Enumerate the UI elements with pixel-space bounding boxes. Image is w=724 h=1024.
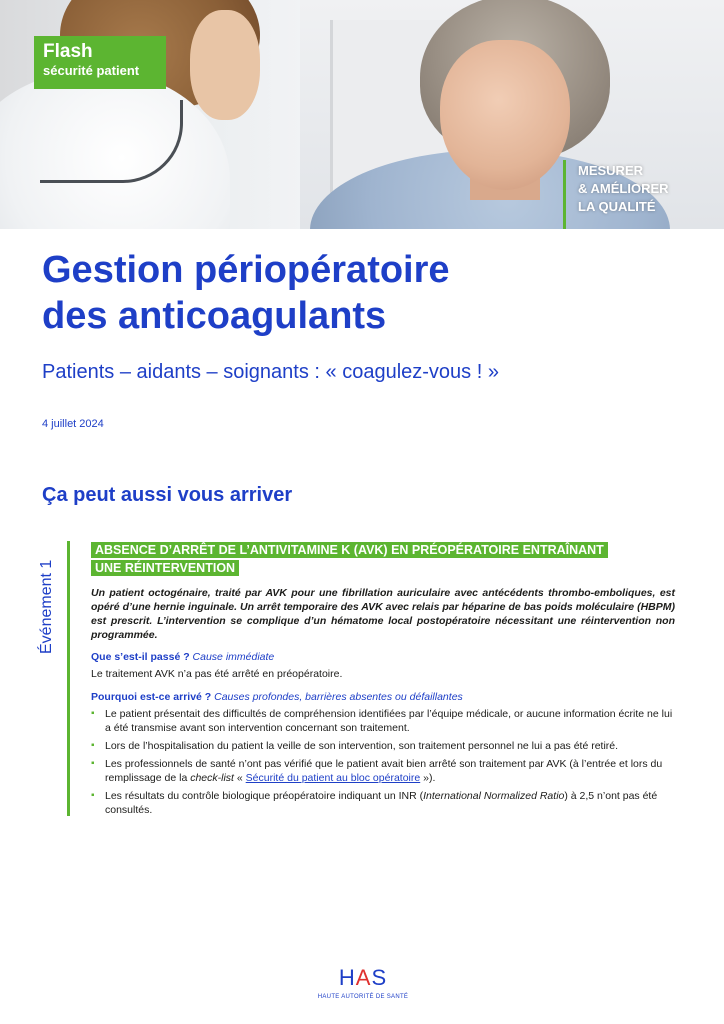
event-heading-text: ABSENCE D’ARRÊT DE L’ANTIVITAMINE K (AVK) EN PRÉOPÉRATOIRE ENTRAÎNANT UNE RÉINTERVENTION [91, 542, 608, 576]
question-2-label: Pourquoi est-ce arrivé ? [91, 691, 212, 703]
has-logo [313, 965, 413, 1000]
bullet-3-text: Les professionnels de santé n’ont pas vérifié que le patient avait bien arrêté son traitement par AVK (à l’entrée et lors du remplissage de la [105, 758, 663, 784]
list-item: ▪ Le patient présentait des difficultés de compréhension identifiées par l’équipe médicale, or aucune information écrite ne lui a été transmise avant son intervention concernant son traitement. [91, 707, 675, 735]
event-heading [91, 541, 631, 577]
badge-line-3: LA QUALITÉ [578, 199, 656, 214]
title-line-1: Gestion périopératoire [42, 249, 450, 291]
question-why [91, 690, 675, 704]
title-line-2: des anticoagulants [42, 295, 387, 337]
logo-letter-h: H [338, 965, 356, 990]
flash-title: Flash [43, 41, 93, 62]
photo-doctor-face [190, 10, 260, 120]
question-1-sub: Cause immédiate [192, 651, 275, 663]
bullet-3-quote: « [233, 772, 246, 784]
question-2-sub: Causes profondes, barrières absentes ou défaillantes [214, 691, 463, 703]
publication-date: 4 juillet 2024 [42, 418, 104, 430]
checklist-link[interactable]: Sécurité du patient au bloc opératoire [245, 772, 421, 784]
list-item [91, 757, 675, 785]
logo-mark [313, 965, 413, 991]
event-body [91, 586, 675, 821]
question-what-happened [91, 650, 675, 664]
answer-what-happened: Le traitement AVK n’a pas été arrêté en préopératoire. [91, 668, 343, 680]
section-title: Ça peut aussi vous arriver [42, 484, 293, 506]
bullet-3-italic: check-list [190, 772, 234, 784]
question-1-label: Que s’est-il passé ? [91, 651, 190, 663]
quality-badge [563, 160, 673, 229]
logo-letter-s: S [371, 965, 388, 990]
bullet-3-end: »). [420, 772, 436, 784]
photo-patient-face [440, 40, 570, 190]
logo-name: HAUTE AUTORITÉ DE SANTÉ [317, 994, 409, 1000]
bullet-4-end: ) à 2,5 n’ont pas été consultés. [105, 790, 658, 816]
bullet-4-text: Les résultats du contrôle biologique préopératoire indiquant un INR ( [105, 790, 424, 802]
list-item: ▪ Lors de l’hospitalisation du patient la veille de son intervention, son traitement personnel ne lui a pas été retiré. [91, 739, 675, 753]
list-item [91, 789, 675, 817]
page-title [42, 247, 682, 339]
event-side-bar [67, 541, 70, 816]
event-intro: Un patient octogénaire, traité par AVK pour une fibrillation auriculaire avec antécédents thrombo-emboliques, est opéré d’une hernie inguinale. Un arrêt temporaire des AVK avec relais par héparine de bas poids moléculaire (HBPM) est prescrit. L’intervention se complique d’un hématome local postopératoire nécessitant une réintervention non programmée. [91, 587, 675, 641]
badge-line-2: & AMÉLIORER [578, 181, 669, 196]
flash-label [34, 36, 166, 89]
logo-letter-a: A [355, 965, 372, 990]
badge-line-1: MESURER [578, 163, 644, 178]
event-label: Événement 1 [38, 559, 55, 654]
page-subtitle: Patients – aidants – soignants : « coagulez-vous ! » [42, 361, 499, 383]
bullet-4-italic: International Normalized Ratio [423, 790, 565, 802]
flash-subtitle: sécurité patient [43, 63, 140, 78]
causes-list [91, 707, 675, 817]
